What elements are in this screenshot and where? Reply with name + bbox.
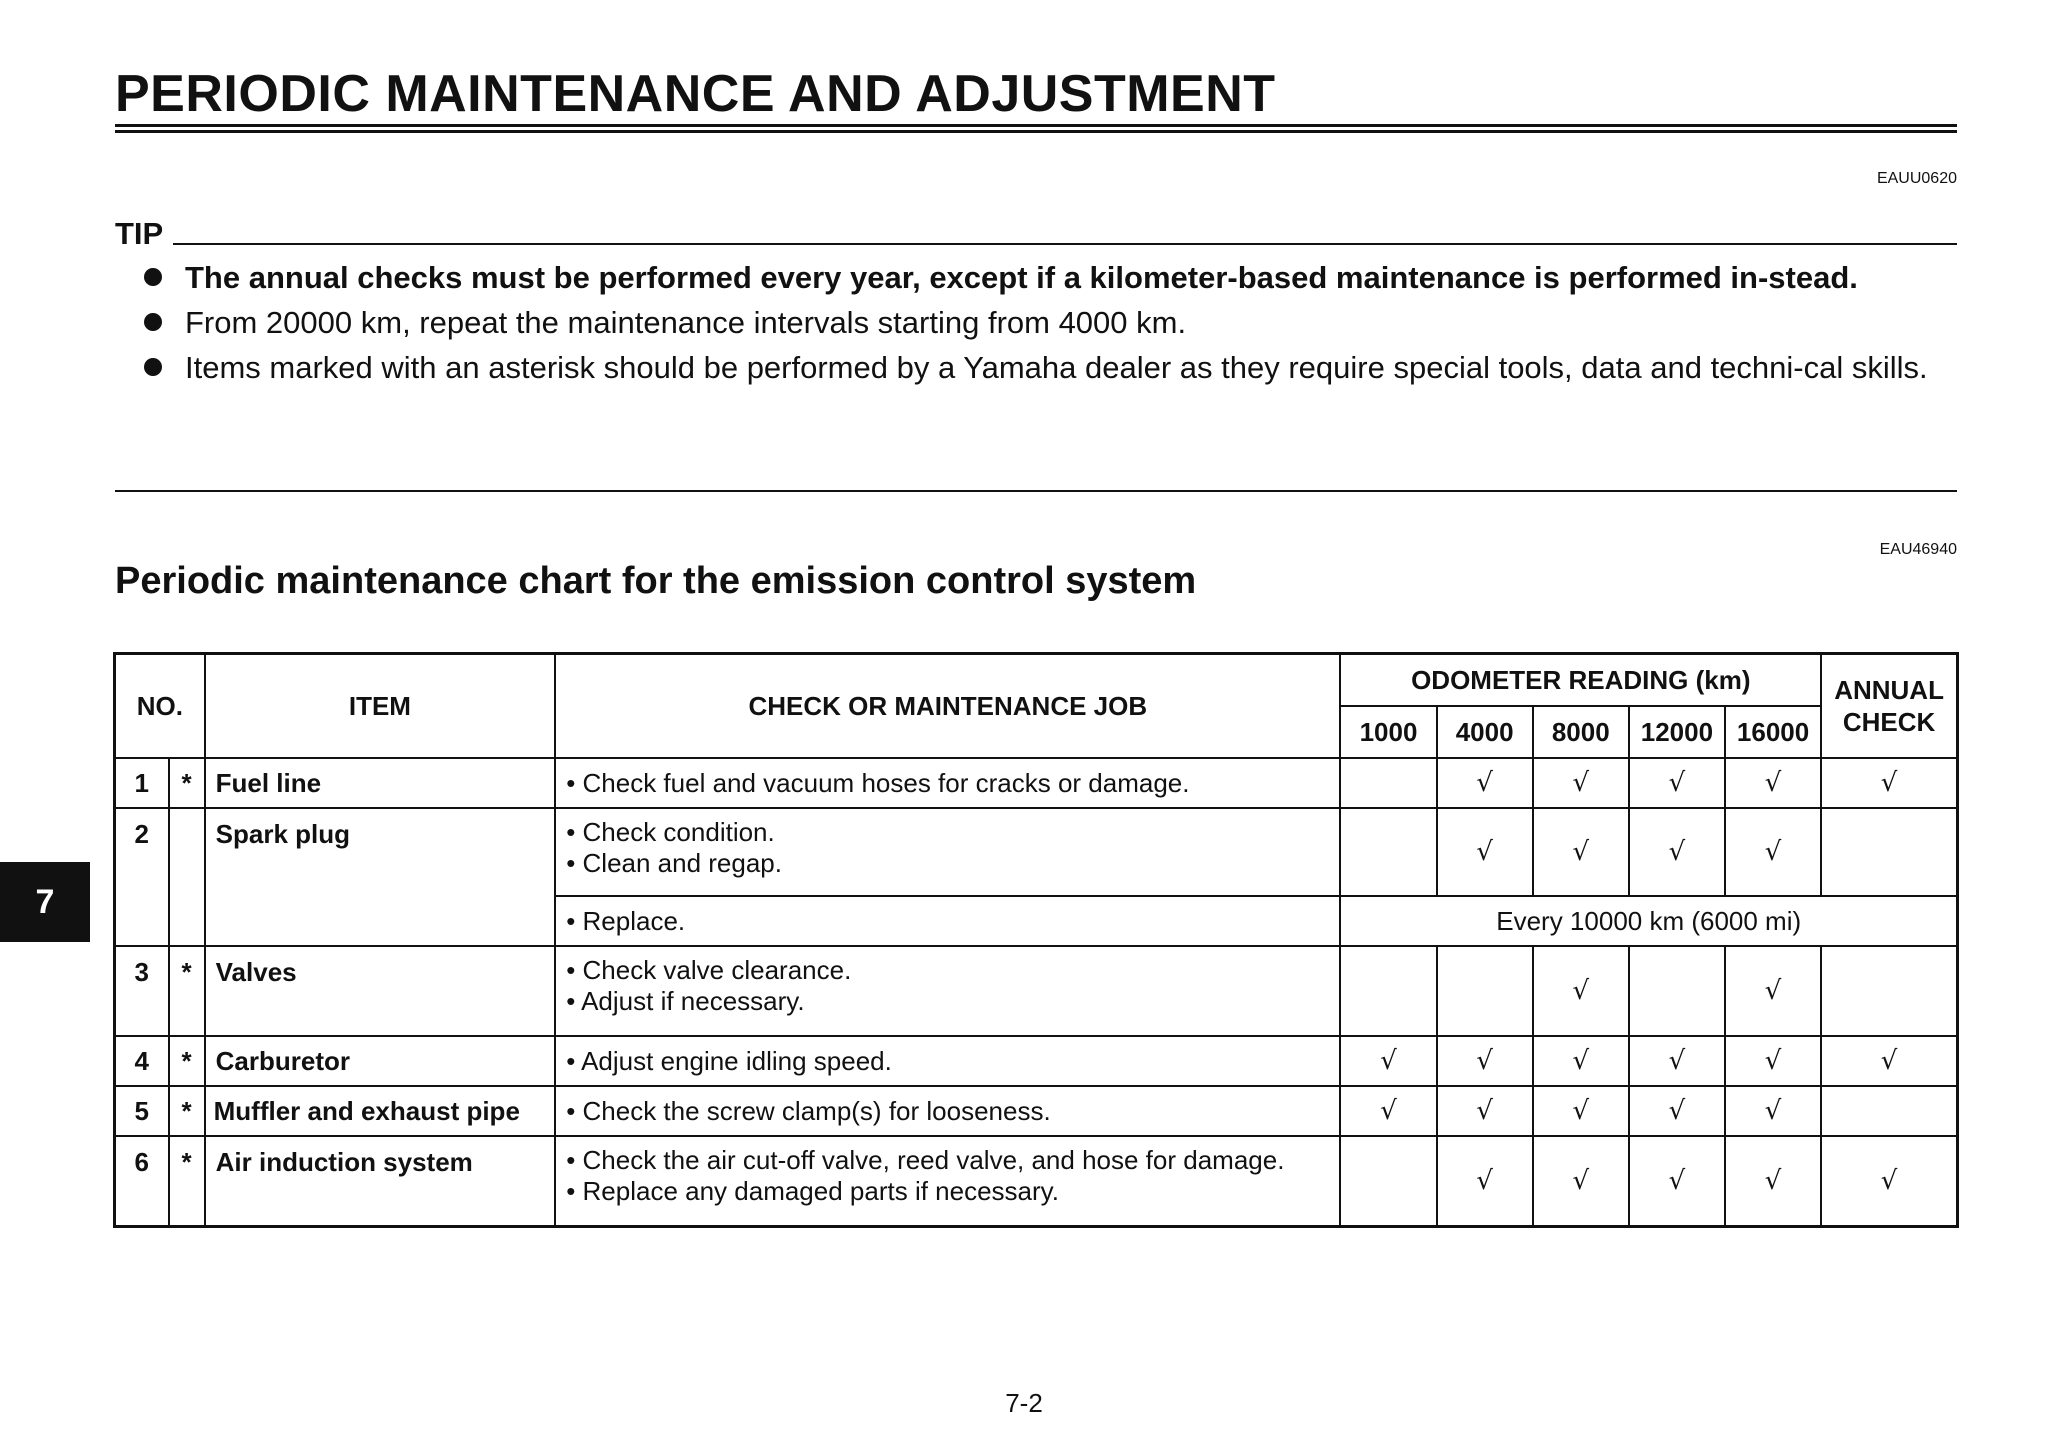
check-mark: √ [1629,808,1725,896]
check-mark [1340,808,1436,896]
check-mark: √ [1725,1036,1821,1086]
check-mark [1437,946,1533,1036]
tip-item [140,345,1957,390]
row-asterisk: * [169,946,205,1036]
check-mark: √ [1821,1036,1957,1086]
row-asterisk: * [169,1036,205,1086]
check-mark: √ [1629,758,1725,808]
check-mark: √ [1340,1086,1436,1136]
title-double-rule [115,124,1957,133]
document-code-section: EAU46940 [1879,541,1957,558]
job-line: • Adjust if necessary. [566,986,805,1016]
header-interval: 4000 [1437,706,1533,758]
check-mark: √ [1437,758,1533,808]
check-mark: √ [1629,1136,1725,1227]
row-job: • Check the screw clamp(s) for looseness. [555,1086,1340,1136]
check-mark: √ [1725,758,1821,808]
header-interval: 16000 [1725,706,1821,758]
row-number: 2 [115,808,169,946]
check-mark [1821,946,1957,1036]
row-number: 6 [115,1136,169,1227]
header-no: NO. [115,654,205,759]
header-odometer: ODOMETER READING (km) [1340,654,1821,707]
row-number: 5 [115,1086,169,1136]
header-interval: 1000 [1340,706,1436,758]
tip-end-rule [115,490,1957,492]
row-item: Carburetor [205,1036,556,1086]
check-mark: √ [1533,1136,1629,1227]
chapter-tab: 7 [0,862,90,942]
tip-item-text: Items marked with an asterisk should be performed by a Yamaha dealer as they require special tools, data and techni-cal skills. [185,350,1928,385]
table-row [115,1086,1958,1136]
check-mark: √ [1437,808,1533,896]
check-mark: √ [1821,758,1957,808]
check-mark [1340,946,1436,1036]
check-mark: √ [1725,808,1821,896]
row-asterisk: * [169,1086,205,1136]
check-mark: √ [1725,1086,1821,1136]
tip-item [140,255,1957,300]
check-mark: √ [1629,1036,1725,1086]
row-job: • Adjust engine idling speed. [555,1036,1340,1086]
tip-item-text: The annual checks must be performed every year, except if a kilometer-based maintenance is performed in-stead. [185,260,1858,295]
row-item: Air induction system [205,1136,556,1227]
header-item: ITEM [205,654,556,759]
row-job: • Replace. [555,896,1340,946]
check-mark: √ [1533,808,1629,896]
row-item: Fuel line [205,758,556,808]
row-asterisk: * [169,1136,205,1227]
check-mark: √ [1533,946,1629,1036]
bullet-icon [144,358,162,376]
tip-rule [173,243,1957,245]
job-line: • Clean and regap. [566,848,782,878]
job-line: • Check condition. [566,817,775,847]
check-mark [1821,808,1957,896]
page-title: PERIODIC MAINTENANCE AND ADJUSTMENT [115,65,1276,123]
check-mark: √ [1437,1086,1533,1136]
check-mark [1340,758,1436,808]
section-title: Periodic maintenance chart for the emission control system [115,560,1197,602]
header-interval: 12000 [1629,706,1725,758]
table-row [115,1136,1958,1227]
table-row [115,946,1958,1036]
header-annual: ANNUAL CHECK [1821,654,1957,759]
job-line: • Check the air cut-off valve, reed valve, and hose for damage. [566,1145,1285,1175]
maintenance-table [113,652,1959,1228]
header-interval: 8000 [1533,706,1629,758]
tip-header [115,218,1957,249]
row-item: Valves [205,946,556,1036]
row-number: 3 [115,946,169,1036]
check-mark: √ [1533,758,1629,808]
bullet-icon [144,268,162,286]
row-job [555,1136,1340,1227]
row-number: 4 [115,1036,169,1086]
check-mark [1629,946,1725,1036]
check-mark: √ [1725,1136,1821,1227]
check-mark: √ [1725,946,1821,1036]
row-item: Spark plug [205,808,556,946]
check-mark: √ [1629,1086,1725,1136]
check-mark [1821,1086,1957,1136]
check-mark: √ [1437,1036,1533,1086]
table-row [115,758,1958,808]
check-mark: √ [1340,1036,1436,1086]
job-line: • Check valve clearance. [566,955,852,985]
tip-item-text: From 20000 km, repeat the maintenance intervals starting from 4000 km. [185,305,1187,340]
page-number: 7-2 [1005,1388,1043,1418]
table-row [115,1036,1958,1086]
row-job [555,946,1340,1036]
row-asterisk [169,808,205,946]
row-job [555,808,1340,896]
check-mark [1340,1136,1436,1227]
check-mark: √ [1533,1036,1629,1086]
tip-item [140,300,1957,345]
bullet-icon [144,313,162,331]
job-line: • Replace any damaged parts if necessary. [566,1176,1059,1206]
tip-label: TIP [115,216,164,251]
document-code-top: EAUU0620 [1876,170,1957,187]
table-row [115,808,1958,896]
header-job: CHECK OR MAINTENANCE JOB [555,654,1340,759]
row-item: Muffler and exhaust pipe [205,1086,556,1136]
check-mark: √ [1821,1136,1957,1227]
row-interval-note: Every 10000 km (6000 mi) [1340,896,1957,946]
row-asterisk: * [169,758,205,808]
tip-list [140,255,1957,390]
row-job: • Check fuel and vacuum hoses for cracks or damage. [555,758,1340,808]
check-mark: √ [1437,1136,1533,1227]
row-number: 1 [115,758,169,808]
check-mark: √ [1533,1086,1629,1136]
